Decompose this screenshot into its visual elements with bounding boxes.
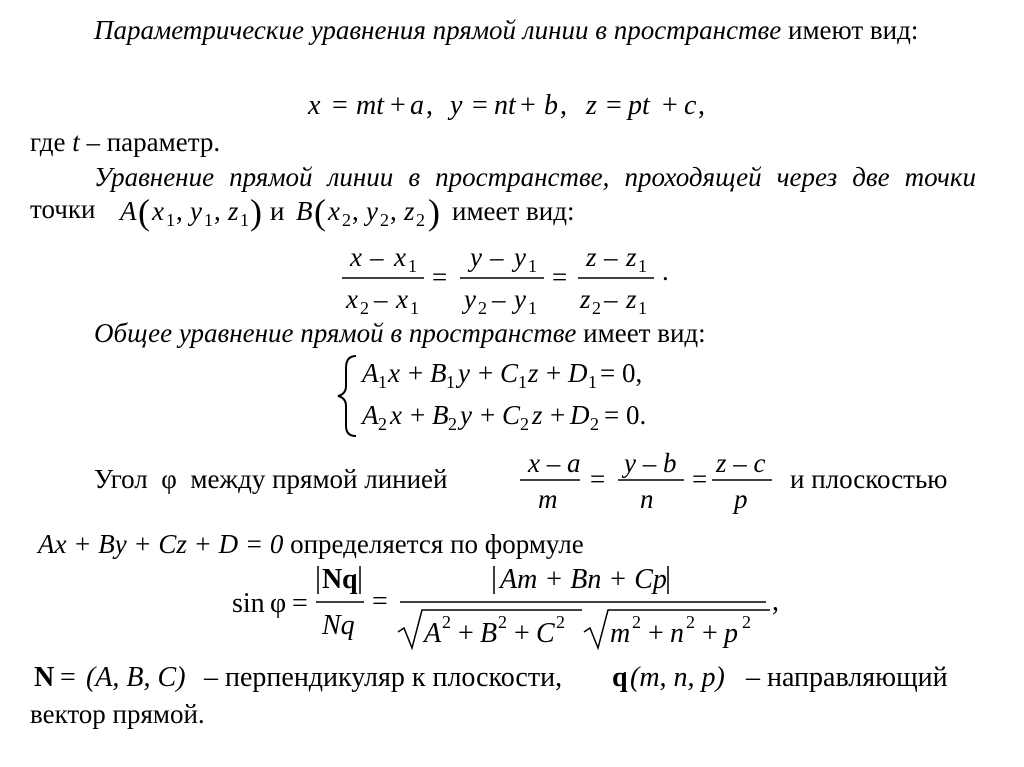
svg-text:.: .	[662, 256, 669, 286]
svg-text:+: +	[514, 618, 530, 649]
svg-text:– направляющий: – направляющий	[746, 662, 948, 693]
svg-text:A: A	[362, 358, 379, 388]
svg-text:x: x	[346, 284, 358, 314]
svg-text:2: 2	[592, 298, 601, 318]
svg-text:+: +	[390, 90, 406, 121]
equation-two-points	[0, 240, 1024, 320]
svg-text:C: C	[502, 400, 521, 430]
svg-text:x: x	[390, 400, 402, 430]
svg-text:z: z	[528, 358, 539, 388]
svg-text:1: 1	[410, 298, 419, 318]
svg-text:y: y	[458, 358, 470, 388]
svg-text:2: 2	[342, 210, 351, 230]
svg-text:+: +	[546, 358, 562, 388]
svg-text:=: =	[604, 400, 620, 430]
svg-text:(A, B, C): (A, B, C)	[86, 662, 186, 693]
svg-text:,: ,	[698, 90, 705, 121]
svg-text:+: +	[662, 90, 678, 121]
svg-text:(: (	[138, 192, 150, 232]
equation-parametric	[0, 86, 1024, 126]
svg-text:2: 2	[478, 298, 487, 318]
svg-text:z: z	[586, 242, 597, 272]
svg-text:,: ,	[352, 196, 359, 226]
svg-text:y – b: y – b	[624, 448, 677, 478]
svg-text:n: n	[640, 484, 654, 514]
svg-text:z: z	[580, 284, 591, 314]
term-parametric: Параметрические уравнения прямой линии в пространстве	[94, 15, 782, 45]
svg-text:+: +	[648, 618, 664, 649]
svg-text:B: B	[430, 358, 447, 388]
svg-text:C: C	[536, 618, 555, 649]
svg-text:x: x	[350, 242, 362, 272]
svg-text:N: N	[34, 662, 55, 693]
svg-text:–: –	[490, 242, 504, 272]
svg-text:1: 1	[408, 256, 417, 276]
svg-text:=: =	[332, 90, 348, 121]
svg-text:z: z	[532, 400, 543, 430]
svg-text:2: 2	[416, 210, 425, 230]
svg-text:=: =	[372, 586, 388, 617]
svg-text:B: B	[432, 400, 449, 430]
svg-text:–: –	[374, 284, 388, 314]
svg-text:D: D	[568, 358, 588, 388]
plane-equation: Ax + By + Cz + D = 0	[38, 529, 284, 559]
normal-and-direction	[0, 658, 1024, 698]
svg-text:z: z	[626, 242, 637, 272]
svg-text:–: –	[604, 242, 618, 272]
svg-text:2: 2	[360, 298, 369, 318]
svg-text:q: q	[342, 564, 358, 595]
term-two-points: Уравнение прямой линии в пространстве, проходящей через две точки	[94, 162, 976, 192]
svg-text:– перпендикуляр к плоскости,: – перпендикуляр к плоскости,	[204, 662, 563, 693]
svg-text:y: y	[460, 400, 472, 430]
svg-text:y: y	[464, 284, 476, 314]
svg-text:+: +	[520, 90, 536, 121]
svg-text:Nq: Nq	[322, 610, 355, 641]
svg-text:A: A	[362, 400, 379, 430]
svg-text:0,: 0,	[622, 358, 643, 388]
svg-text:2: 2	[742, 612, 751, 632]
svg-text:2: 2	[448, 414, 457, 434]
svg-text:n: n	[670, 618, 684, 649]
svg-text:,: ,	[426, 90, 433, 121]
svg-text:): )	[428, 192, 440, 232]
svg-text:1: 1	[166, 210, 175, 230]
svg-text:2: 2	[556, 612, 565, 632]
svg-text:): )	[250, 192, 262, 232]
svg-text:,: ,	[772, 586, 779, 617]
svg-text:0.: 0.	[626, 400, 647, 430]
svg-text:=: =	[60, 662, 76, 693]
paragraph-general: Общее уравнение прямой в пространстве имеет вид:	[94, 318, 706, 348]
svg-text:(m, n, p): (m, n, p)	[630, 662, 725, 693]
svg-text:1: 1	[240, 210, 249, 230]
svg-text:x – a: x – a	[528, 448, 581, 478]
svg-text:2: 2	[520, 414, 529, 434]
svg-text:N: N	[322, 564, 343, 595]
svg-text:p: p	[734, 484, 748, 514]
svg-text:=: =	[472, 90, 488, 121]
svg-text:z: z	[626, 284, 637, 314]
svg-text:y: y	[366, 196, 378, 226]
points-definition	[0, 192, 1024, 232]
svg-text:x: x	[388, 358, 400, 388]
svg-text:m: m	[610, 618, 631, 649]
svg-text:+: +	[702, 618, 718, 649]
svg-text:=: =	[432, 262, 448, 292]
svg-text:=: =	[600, 358, 616, 388]
svg-text:имеет вид:: имеет вид:	[452, 196, 575, 226]
svg-text:+: +	[458, 618, 474, 649]
svg-text:nt: nt	[494, 90, 516, 121]
svg-text:q: q	[612, 662, 628, 693]
svg-text:z: z	[228, 196, 239, 226]
and-plane-label: и плоскостью	[790, 464, 948, 494]
svg-text:2: 2	[442, 612, 451, 632]
svg-text:1: 1	[378, 372, 387, 392]
svg-text:p: p	[724, 618, 738, 649]
svg-text:x: x	[152, 196, 164, 226]
svg-text:C: C	[500, 358, 519, 388]
svg-text:=: =	[606, 90, 622, 121]
svg-text:=: =	[590, 464, 606, 494]
paragraph-vector: вектор прямой.	[30, 699, 205, 729]
svg-text:+: +	[478, 358, 494, 388]
svg-text:x: x	[394, 242, 406, 272]
svg-text:y: y	[190, 196, 202, 226]
svg-text:(: (	[314, 192, 326, 232]
svg-text:1: 1	[446, 372, 455, 392]
angle-label: Угол φ между прямой линией	[94, 464, 448, 494]
equation-system	[0, 352, 1024, 442]
svg-text:–: –	[604, 284, 618, 314]
svg-text:x: x	[308, 90, 321, 121]
svg-text:B: B	[296, 196, 313, 226]
paragraph-plane: Ax + By + Cz + D = 0 определяется по формуле	[38, 529, 584, 559]
svg-text:2: 2	[632, 612, 641, 632]
svg-text:2: 2	[590, 414, 599, 434]
svg-text:mt: mt	[356, 90, 384, 121]
paragraph-parameter: где t – параметр.	[30, 127, 221, 157]
equation-sin-formula	[0, 562, 1024, 658]
svg-text:φ: φ	[270, 588, 287, 619]
svg-text:a: a	[410, 90, 424, 121]
svg-text:2: 2	[380, 210, 389, 230]
svg-text:=: =	[692, 464, 708, 494]
paragraph-two-points	[30, 160, 976, 194]
svg-text:b: b	[544, 90, 558, 121]
svg-text:pt: pt	[628, 90, 650, 121]
svg-text:2: 2	[686, 612, 695, 632]
svg-text:sin: sin	[232, 588, 265, 619]
svg-text:+: +	[480, 400, 496, 430]
paragraph-parametric: Параметрические уравнения прямой линии в пространстве имеют вид:	[94, 15, 919, 45]
svg-text:,: ,	[214, 196, 221, 226]
svg-text:B: B	[480, 618, 498, 649]
svg-text:c: c	[684, 90, 697, 121]
svg-text:,: ,	[176, 196, 183, 226]
svg-text:z: z	[586, 90, 597, 121]
svg-text:+: +	[408, 358, 424, 388]
svg-text:1: 1	[588, 372, 597, 392]
svg-text:m: m	[538, 484, 558, 514]
svg-text:1: 1	[638, 256, 647, 276]
svg-text:+: +	[410, 400, 426, 430]
svg-text:y: y	[514, 242, 526, 272]
svg-text:и: и	[270, 196, 285, 226]
svg-text:x: x	[396, 284, 408, 314]
svg-text:x: x	[328, 196, 340, 226]
svg-text:=: =	[552, 262, 568, 292]
svg-text:y: y	[514, 284, 526, 314]
svg-text:–: –	[492, 284, 506, 314]
svg-text:A: A	[120, 196, 137, 226]
svg-text:1: 1	[638, 298, 647, 318]
svg-text:=: =	[292, 588, 308, 619]
svg-text:z – c: z – c	[716, 448, 766, 478]
term-general: Общее уравнение прямой в пространстве	[94, 318, 577, 348]
svg-text:2: 2	[498, 612, 507, 632]
svg-text:D: D	[570, 400, 590, 430]
svg-text:1: 1	[204, 210, 213, 230]
svg-text:A: A	[424, 618, 442, 649]
svg-text:y: y	[470, 242, 482, 272]
svg-text:1: 1	[518, 372, 527, 392]
svg-text:,: ,	[390, 196, 397, 226]
svg-text:–: –	[370, 242, 384, 272]
svg-text:1: 1	[528, 298, 537, 318]
svg-text:+: +	[550, 400, 566, 430]
label-points: точки	[30, 194, 96, 224]
svg-text:1: 1	[528, 256, 537, 276]
svg-text:y: y	[450, 90, 463, 121]
svg-text:,: ,	[560, 90, 567, 121]
svg-text:z: z	[404, 196, 415, 226]
svg-text:Am + Bn + Cp: Am + Bn + Cp	[500, 564, 667, 595]
svg-text:2: 2	[378, 414, 387, 434]
